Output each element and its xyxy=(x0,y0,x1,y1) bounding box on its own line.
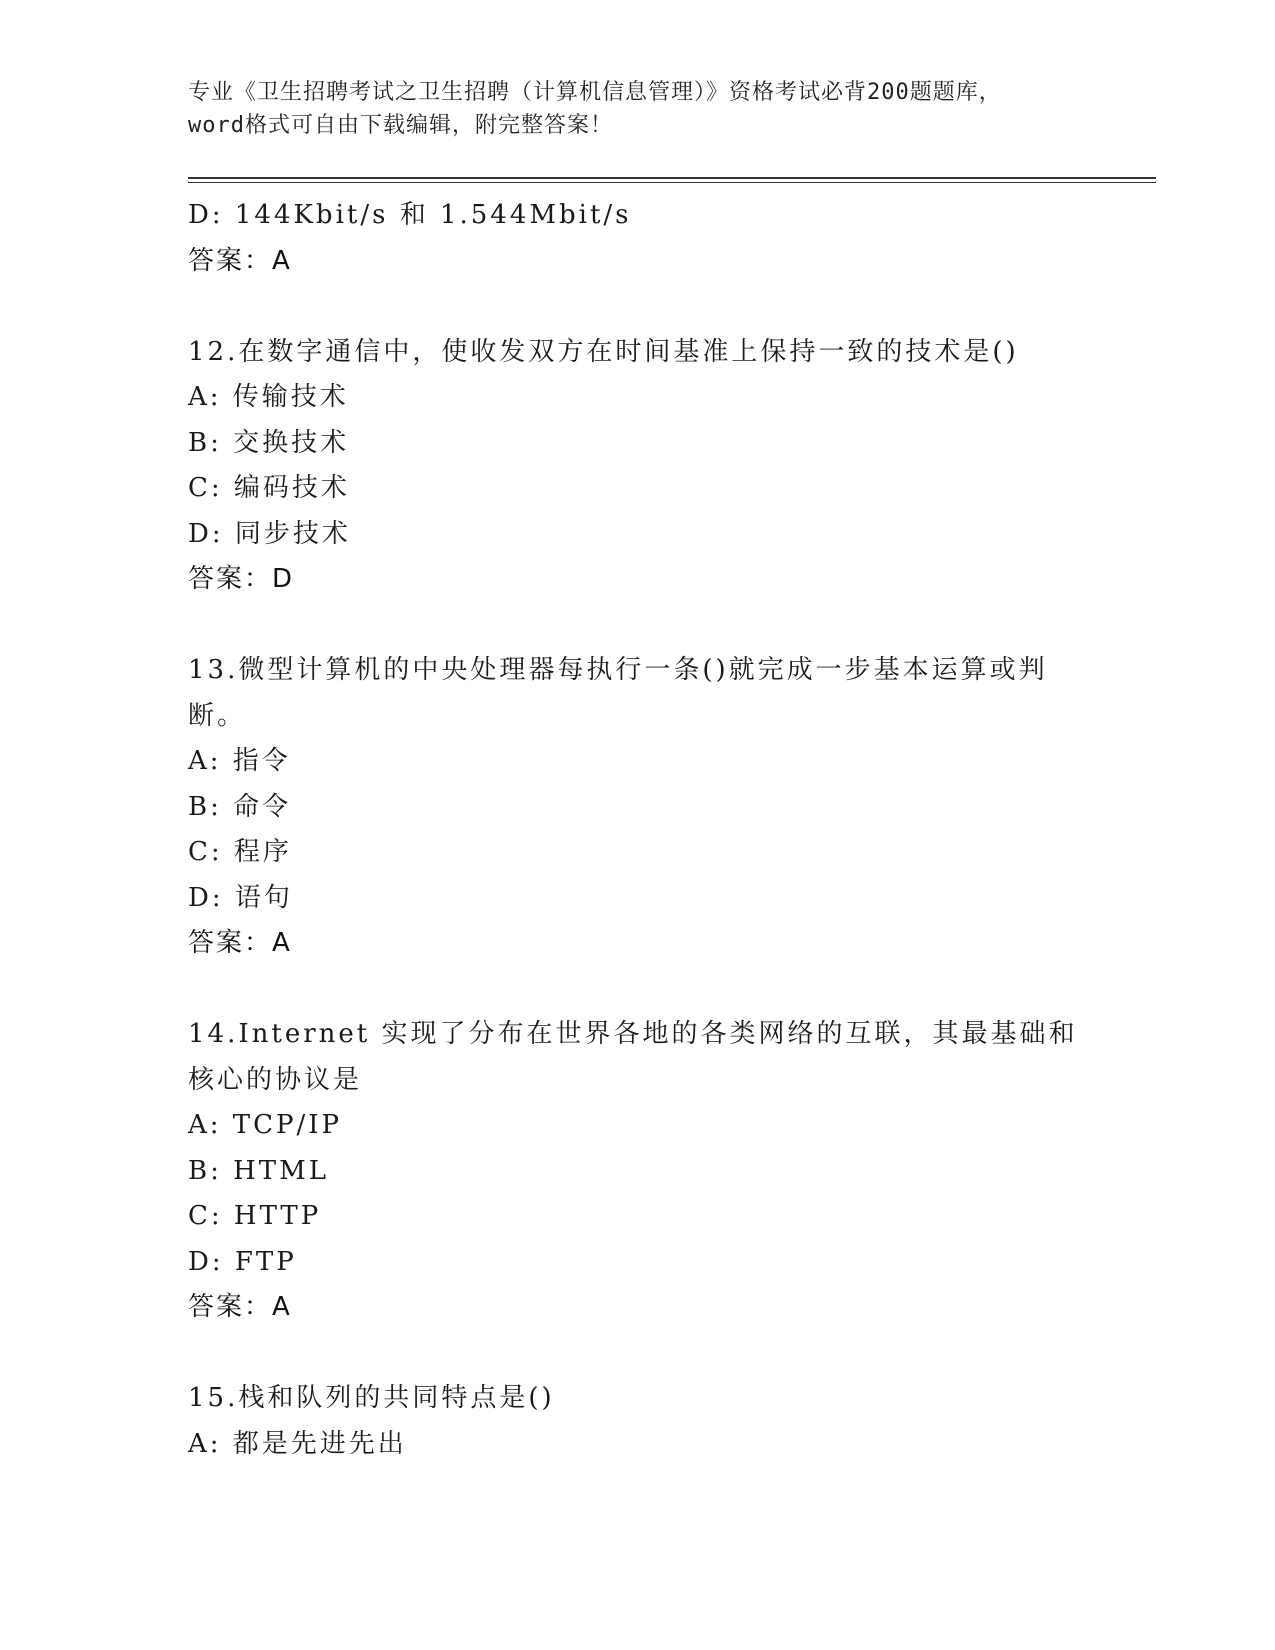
option-a: A: 指令 xyxy=(188,746,291,776)
question-11-tail xyxy=(188,193,1088,284)
header-line-2: word格式可自由下载编辑，附完整答案！ xyxy=(188,113,613,138)
spacer xyxy=(188,1331,1088,1377)
option-c: C: 编码技术 xyxy=(188,473,350,503)
option-b: B: HTML xyxy=(188,1155,330,1186)
header-divider-thin xyxy=(188,182,1156,183)
option-d: D: 语句 xyxy=(188,882,293,913)
option-d: D: FTP xyxy=(188,1246,297,1277)
question-14 xyxy=(188,1012,1088,1331)
answer-line: 答案：D xyxy=(188,564,295,594)
question-13 xyxy=(188,648,1088,967)
option-b: B: 交换技术 xyxy=(188,427,350,458)
answer-line: 答案：A xyxy=(188,1292,292,1322)
spacer xyxy=(188,603,1088,649)
question-stem: 13.微型计算机的中央处理器每执行一条()就完成一步基本运算或判断。 xyxy=(188,655,1048,731)
spacer xyxy=(188,284,1088,330)
question-list xyxy=(188,193,1088,1467)
question-stem: 14.Internet 实现了分布在世界各地的各类网络的互联，其最基础和核心的协议是 xyxy=(188,1019,1078,1095)
option-a: A: 都是先进先出 xyxy=(188,1428,407,1459)
header-divider-thick xyxy=(188,177,1156,179)
option-c: C: HTTP xyxy=(188,1201,322,1231)
option-d: D: 144Kbit/s 和 1.544Mbit/s xyxy=(188,200,632,230)
question-stem: 15.栈和队列的共同特点是() xyxy=(188,1383,555,1413)
answer-line: 答案：A xyxy=(188,245,292,276)
option-a: A: 传输技术 xyxy=(188,382,349,412)
document-header xyxy=(188,76,1088,142)
question-15 xyxy=(188,1376,1088,1467)
option-d: D: 同步技术 xyxy=(188,518,351,549)
header-line-1: 专业《卫生招聘考试之卫生招聘（计算机信息管理）》资格考试必背200题题库， xyxy=(188,80,1002,105)
option-c: C: 程序 xyxy=(188,837,292,867)
spacer xyxy=(188,967,1088,1013)
answer-line: 答案：A xyxy=(188,928,292,958)
question-12 xyxy=(188,330,1088,603)
option-a: A: TCP/IP xyxy=(188,1110,343,1140)
option-b: B: 命令 xyxy=(188,791,292,822)
question-stem: 12.在数字通信中，使收发双方在时间基准上保持一致的技术是() xyxy=(188,336,1019,367)
